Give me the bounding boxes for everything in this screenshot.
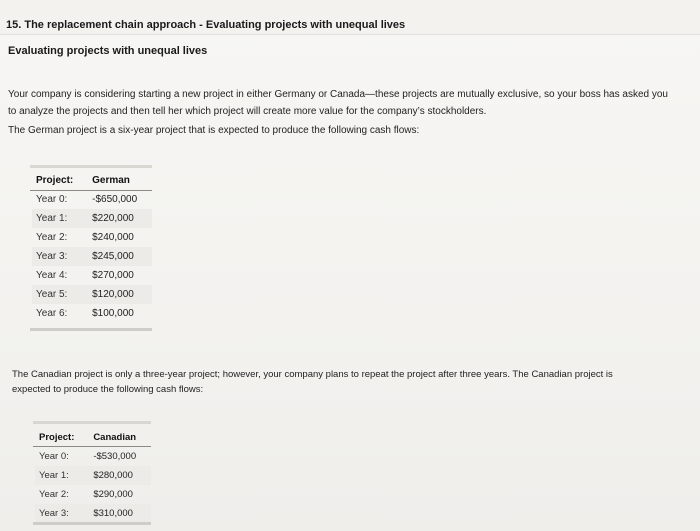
canadian-table-top-rule [33, 421, 151, 424]
table-row [32, 285, 152, 304]
project-name-header: Canadian [93, 432, 137, 443]
canadian-intro-line-2: expected to produce the following cash flows: [12, 384, 204, 395]
year-cell: Year 3: [35, 504, 87, 523]
year-cell: Year 2: [36, 232, 68, 243]
german-intro: The German project is a six-year project that is expected to produce the following cash flows: [8, 125, 420, 136]
cash-flow-cell: -$650,000 [92, 194, 138, 205]
project-header: Project: [39, 432, 75, 443]
project-header: Project: [36, 175, 74, 186]
project-name-header: German [92, 175, 130, 186]
year-cell: Year 1: [35, 466, 87, 485]
cash-flow-cell: $100,000 [92, 308, 134, 319]
german-cash-flow-table [32, 171, 152, 323]
table-row [32, 190, 152, 209]
year-cell: Year 1: [32, 209, 86, 228]
year-cell: Year 5: [32, 285, 86, 304]
year-cell: Year 0: [36, 194, 68, 205]
table-header-row [35, 428, 151, 447]
year-cell: Year 0: [39, 451, 69, 462]
year-cell: Year 2: [39, 489, 69, 500]
canadian-cash-flow-table [35, 428, 151, 523]
question-title: 15. The replacement chain approach - Evaluating projects with unequal lives [6, 19, 406, 31]
intro-paragraph [8, 86, 696, 120]
intro-line-2: to analyze the projects and then tell her which project will create more value for the company’s stockholders. [8, 106, 487, 117]
table-row [35, 466, 151, 485]
cash-flow-cell: -$530,000 [93, 451, 137, 462]
canadian-intro [12, 367, 692, 397]
cash-flow-cell: $290,000 [93, 489, 133, 500]
cash-flow-cell: $245,000 [86, 247, 152, 266]
table-row [32, 304, 152, 323]
cash-flow-cell: $270,000 [92, 270, 134, 281]
canadian-intro-line-1: The Canadian project is only a three-year project; however, your company plans to repeat the project after three years. The Canadian project is [12, 369, 613, 380]
cash-flow-cell: $310,000 [87, 504, 151, 523]
year-cell: Year 3: [32, 247, 86, 266]
cash-flow-cell: $220,000 [86, 209, 152, 228]
table-row [35, 504, 151, 523]
table-row [32, 266, 152, 285]
table-row [32, 247, 152, 266]
cash-flow-cell: $120,000 [86, 285, 152, 304]
german-table-bottom-rule [30, 328, 152, 331]
year-cell: Year 4: [36, 270, 68, 281]
table-row [35, 447, 151, 466]
year-cell: Year 6: [36, 308, 68, 319]
table-row [32, 209, 152, 228]
table-header-row [32, 171, 152, 190]
table-row [32, 228, 152, 247]
canadian-table-bottom-rule [33, 522, 151, 525]
cash-flow-cell: $240,000 [92, 232, 134, 243]
cash-flow-cell: $280,000 [87, 466, 151, 485]
table-row [35, 485, 151, 504]
intro-line-1: Your company is considering starting a new project in either Germany or Canada—these projects are mutually exclusive, so your boss has asked you [8, 89, 668, 100]
section-title: Evaluating projects with unequal lives [8, 45, 208, 57]
german-table-top-rule [30, 165, 152, 168]
